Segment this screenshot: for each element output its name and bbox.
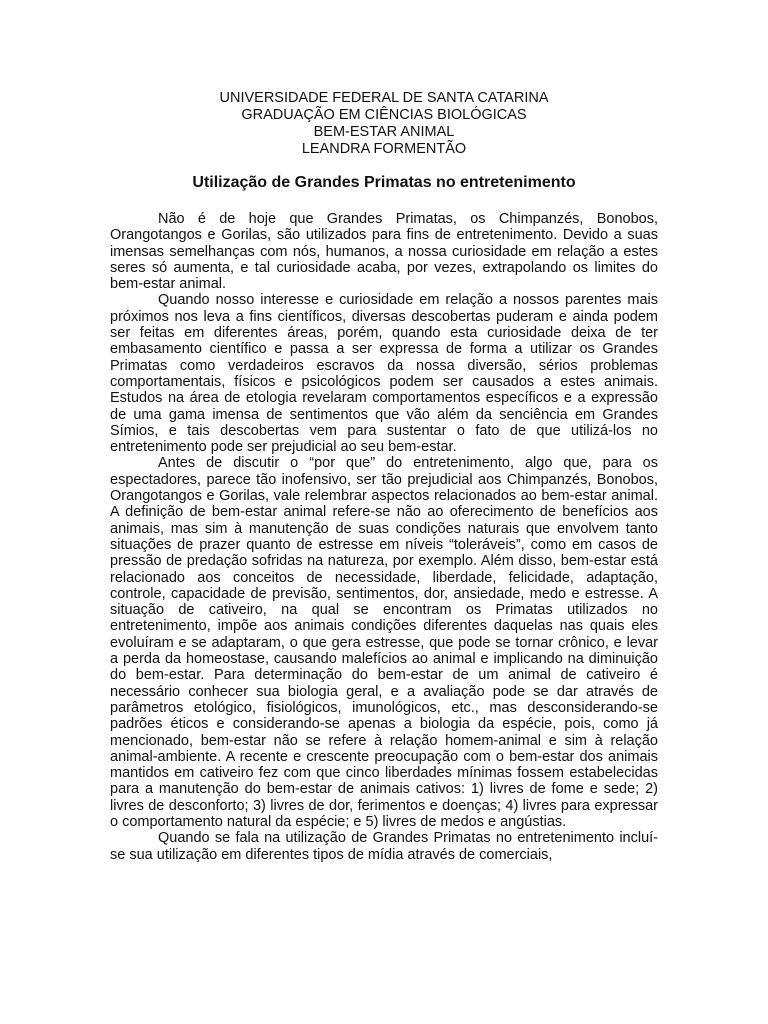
subject-name: BEM-ESTAR ANIMAL — [313, 124, 455, 140]
university-name: UNIVERSIDADE FEDERAL DE SANTA CATARINA — [219, 90, 549, 106]
document-header — [110, 90, 658, 158]
course-name: GRADUAÇÃO EM CIÊNCIAS BIOLÓGICAS — [241, 107, 527, 123]
document-title: Utilização de Grandes Primatas no entretenimento — [192, 174, 576, 191]
document-body — [110, 211, 658, 863]
author-name: LEANDRA FORMENTÃO — [301, 141, 467, 157]
body-paragraph: Quando nosso interesse e curiosidade em relação a nossos parentes mais próximos nos leva a fins científicos, diversas descobertas puderam e ainda podem ser feitas em diferentes áreas, porém, quando esta curiosidade deixa de ter embasamento científico e passa a ser expressa de forma a utilizar os Grandes Primatas como verdadeiros escravos da nossa diversão, sérios problemas comportamentais, físicos e psicológicos podem ser causados a estes animais. Estudos na área de etologia revelaram comportamentos específicos e a expressão de uma gama imensa de sentimentos que vão além da senciência em Grandes Símios, e tais descobertas vem para sustentar o fato de que utilizá-los no entretenimento pode ser prejudicial ao seu bem-estar. — [110, 292, 658, 456]
body-paragraph: Não é de hoje que Grandes Primatas, os Chimpanzés, Bonobos, Orangotangos e Gorilas, são utilizados para fins de entretenimento. Devido a suas imensas semelhanças com nós, humanos, a nossa curiosidade em relação a estes seres só aumenta, e tal curiosidade acaba, por vezes, extrapolando os limites do bem-estar animal. — [110, 211, 658, 293]
body-paragraph: Quando se fala na utilização de Grandes Primatas no entretenimento incluí-se sua utilização em diferentes tipos de mídia através de comerciais, — [110, 830, 658, 863]
body-paragraph: Antes de discutir o “por que” do entretenimento, algo que, para os espectadores, parece tão inofensivo, ser tão prejudicial aos Chimpanzés, Bonobos, Orangotangos e Gorilas, vale relembrar aspectos relacionados ao bem-estar animal. A definição de bem-estar animal refere-se não ao oferecimento de benefícios aos animais, mas sim à manutenção de suas condições naturais que envolvem tanto situações de prazer quanto de estresse em níveis “toleráveis”, como em casos de pressão de predação sofridas na natureza, por exemplo. Além disso, bem-estar está relacionado aos conceitos de necessidade, liberdade, felicidade, adaptação, controle, capacidade de previsão, sentimentos, dor, ansiedade, medo e estresse. A situação de cativeiro, na qual se encontram os Primatas utilizados no entretenimento, impõe aos animais condições diferentes daquelas nas quais eles evoluíram e se adaptaram, o que gera estresse, que pode se tornar crônico, e levar a perda da homeostase, causando malefícios ao animal e implicando na diminuição do bem-estar. Para determinação do bem-estar de um animal de cativeiro é necessário conhecer sua biologia geral, e a avaliação pode se dar através de parâmetros etológico, fisiológicos, imunológicos, etc., mas desconsiderando-se padrões éticos e considerando-se apenas a biologia da espécie, pois, como já mencionado, bem-estar não se refere à relação homem-animal e sim à relação animal-ambiente. A recente e crescente preocupação com o bem-estar dos animais mantidos em cativeiro fez com que cinco liberdades mínimas fossem estabelecidas para a manutenção do bem-estar de animais cativos: 1) livres de fome e sede; 2) livres de desconforto; 3) livres de dor, ferimentos e doenças; 4) livres para expressar o comportamento natural da espécie; e 5) livres de medos e angústias. — [110, 455, 658, 830]
document-page — [110, 90, 658, 863]
